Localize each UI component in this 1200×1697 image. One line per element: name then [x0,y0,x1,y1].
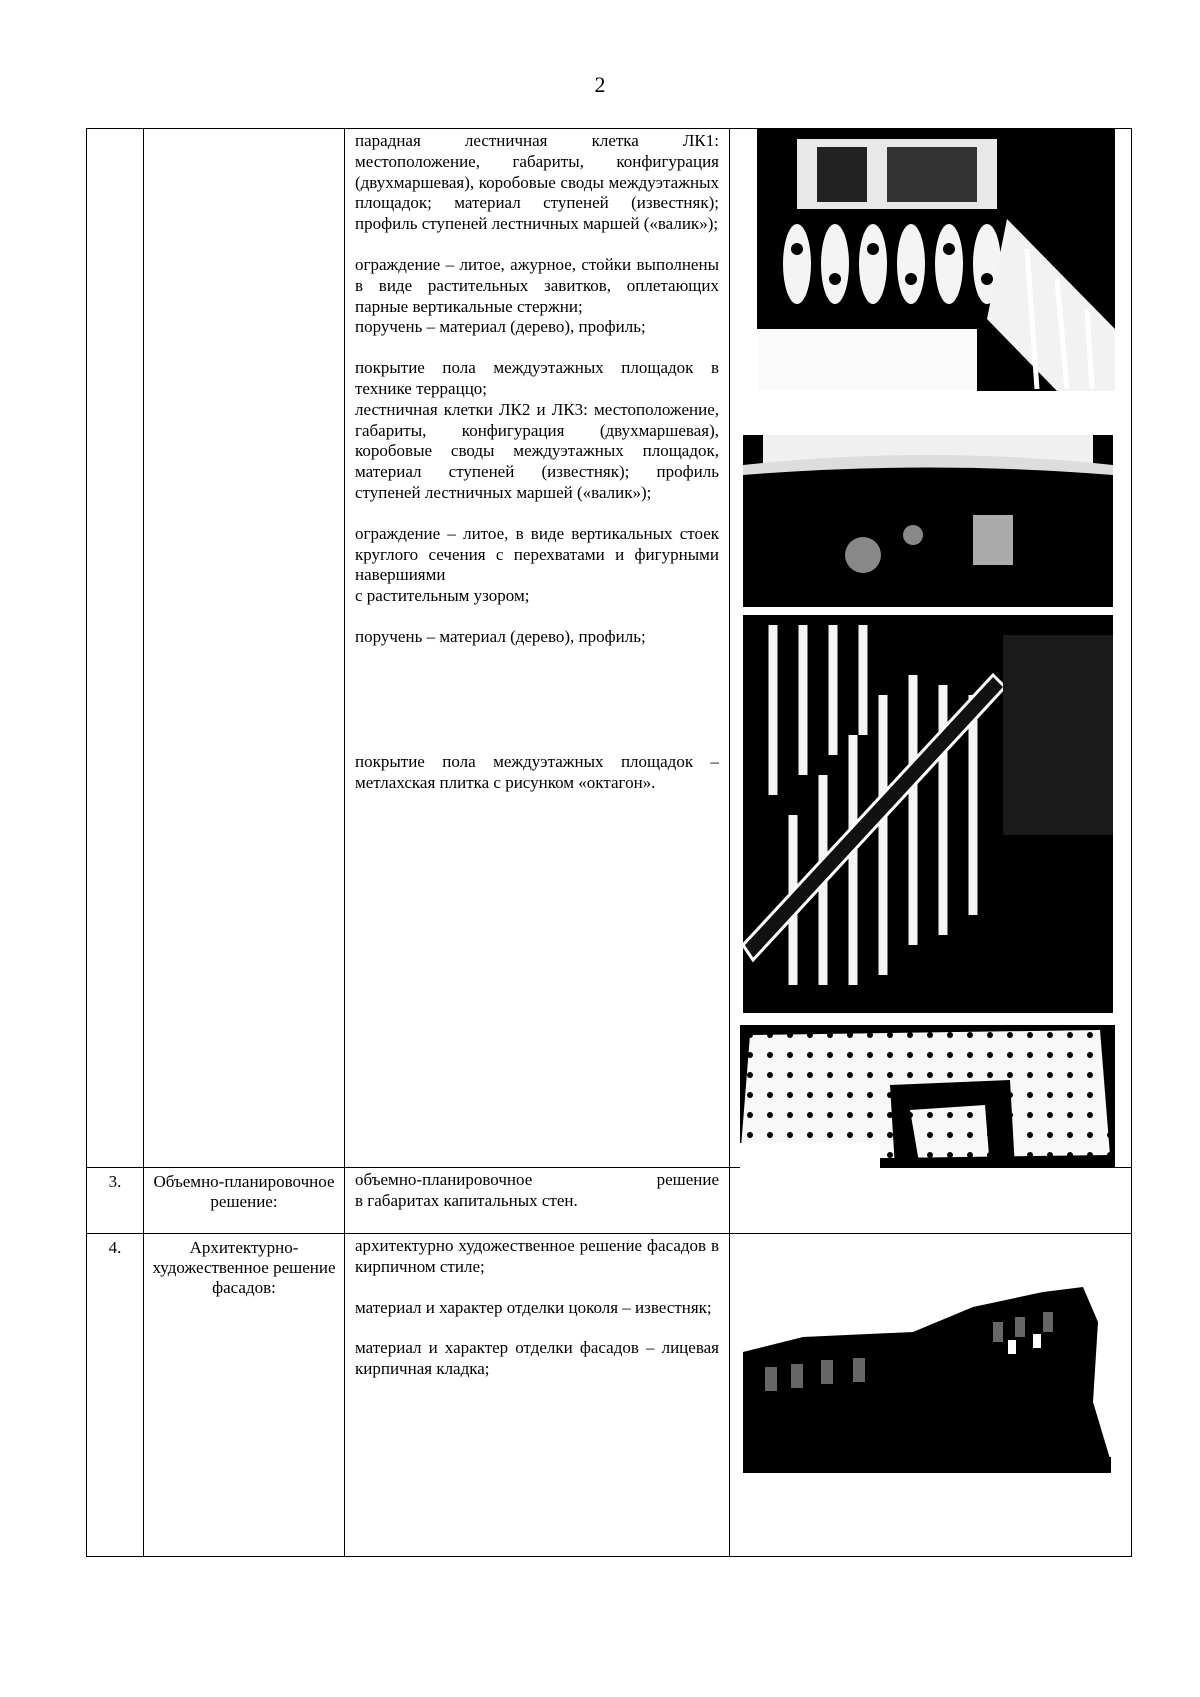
staircase-railing-photo [757,129,1115,391]
description-paragraph: покрытие пола междуэтажных площадок – метлахская плитка с рисунком «октагон». [355,751,719,792]
protection-subject-table [86,128,1132,1557]
description-paragraph: поручень – материал (дерево), профиль; [355,317,646,337]
photo-cell [730,129,1132,1168]
photo-cell [730,1234,1132,1557]
row-number-cell: 4. [87,1234,144,1557]
description-paragraph: объемно-планировочное решение [355,1170,719,1189]
row-description-cell [345,1168,730,1234]
row-name-cell: Объемно-планировочное решение: [144,1168,345,1234]
vaulted-landing-photo [743,415,1113,607]
row-name-cell [144,129,345,1168]
photo-cell [730,1168,1132,1234]
page-number: 2 [594,72,606,97]
description-paragraph: покрытие пола междуэтажных площадок в технике терраццо; [355,358,719,398]
description-paragraph: лестничная клетки ЛК2 и ЛК3: местоположение, габариты, конфигурация (двухмаршевая), коробовые своды междуэтажных площадок, материал ступеней (известняк); профиль ступеней лестничных маршей («валик»); [355,399,719,502]
row-description-cell [345,1234,730,1557]
description-paragraph: парадная лестничная клетка ЛК1: местоположение, габариты, конфигурация (двухмаршевая), коробовые своды междуэтажных площадок; материал ступеней (известняк); профиль ступеней лестничных маршей («валик»); [355,131,719,234]
description-paragraph: материал и характер отделки цоколя – известняк; [355,1297,712,1317]
row-name-cell: Архитектурно-художественное решение фасадов: [144,1234,345,1557]
description-paragraph: в габаритах капитальных стен. [355,1190,578,1210]
description-paragraph: материал и характер отделки фасадов – лицевая кирпичная кладка; [355,1338,719,1379]
table-row [87,1234,1132,1557]
staircase-balusters-photo [743,615,1113,1013]
description-paragraph: архитектурно художественное решение фасадов в кирпичном стиле; [355,1236,719,1276]
table-row [87,129,1132,1168]
row-number-cell: 3. [87,1168,144,1234]
row-number-cell [87,129,144,1168]
description-paragraph: поручень – материал (дерево), профиль; [355,626,646,646]
description-paragraph: ограждение – литое, ажурное, стойки выполнены в виде растительных завитков, оплетающих парные вертикальные стержни; [355,254,719,316]
row-description-cell [345,129,730,1168]
octagon-tile-floor-photo [740,1025,1115,1168]
description-paragraph: с растительным узором; [355,586,530,606]
brick-facade-photo [743,1262,1111,1473]
description-paragraph: ограждение – литое, в виде вертикальных стоек круглого сечения с перехватами и фигурными навершиями [355,523,719,585]
table-row [87,1168,1132,1234]
